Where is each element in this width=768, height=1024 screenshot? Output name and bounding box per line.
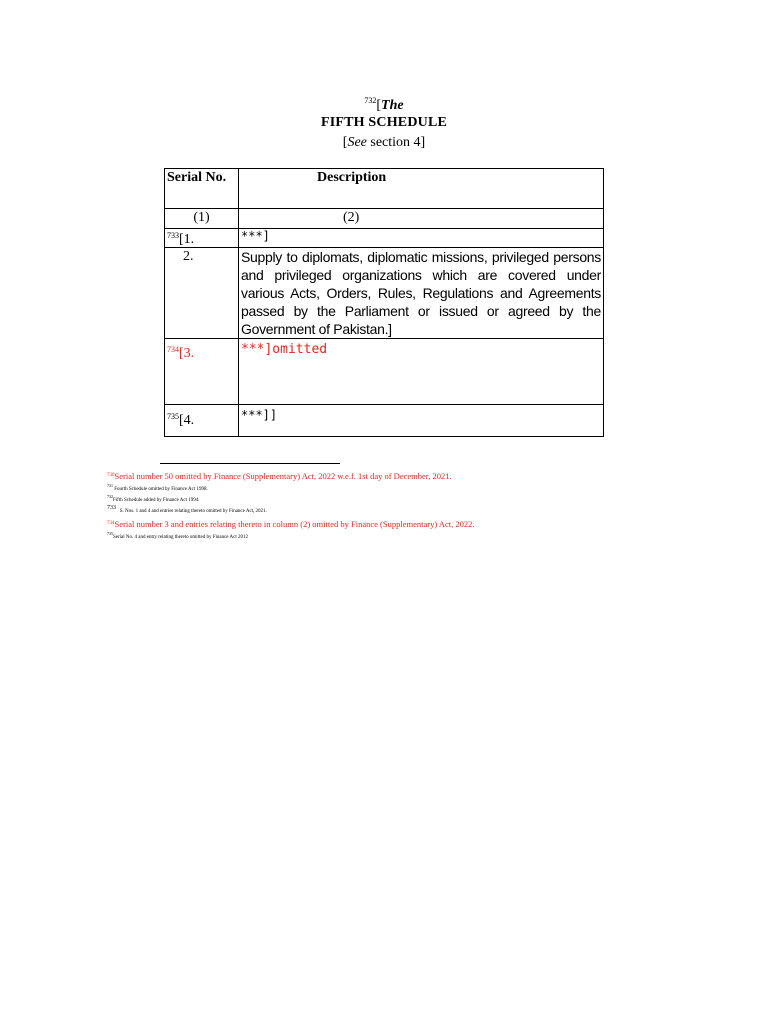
- footnote-ref: 733: [167, 231, 179, 240]
- table-row-serial: 2.: [165, 248, 239, 339]
- footnote-item: $^{730}$Serial number 50 omitted by Finance (Supplementary) Act, 2022 w.e.f. 1st day of December, 2021.: [107, 471, 452, 481]
- col2-header: Description: [239, 169, 604, 209]
- col2-number: (2): [239, 209, 604, 229]
- table-row-desc: ***]: [239, 229, 604, 248]
- footnote-item: $^{735}$Serial No. 4 and entry relating thereto omitted by Finance Act 2012: [107, 531, 248, 540]
- footnote-item: $^{733}$ S. Nos. 1 and 4 and entries relating thereto omitted by Finance Act, 2021.: [107, 505, 267, 514]
- footnote-ref: 732: [364, 96, 377, 105]
- section-reference: [0, 135, 768, 151]
- footnote-separator: [160, 463, 340, 464]
- table-row-serial: $^{735}$[4.: [165, 405, 239, 437]
- table-row-serial: $^{733}$[1.: [165, 229, 239, 248]
- footnotes: [107, 470, 667, 541]
- footnote-item: $^{731}$ Fourth Schedule omitted by Finance Act 1998.: [107, 483, 208, 492]
- table-row-desc: Supply to diplomats, diplomatic missions, privileged persons and privileged organizations which are covered under various Acts, Orders, Rules, Regulations and Agreements passed by the Parliament or issued or agreed by the Government of Pakistan.]: [239, 248, 604, 339]
- bracket: [: [376, 98, 382, 113]
- table-row-serial: $^{734}$[3.: [165, 339, 239, 405]
- schedule-prefix: [0, 96, 768, 114]
- section-text: section 4]: [366, 135, 426, 150]
- see-word: See: [347, 135, 367, 150]
- title-italic: The: [381, 98, 404, 113]
- footnote-item: $^{734}$Serial number 3 and entries relating thereto in column (2) omitted by Finance (Supplementary) Act, 2022.: [107, 519, 475, 529]
- table-row-desc: ***]]: [239, 405, 604, 437]
- bracket-open: [: [342, 135, 348, 150]
- schedule-title: FIFTH SCHEDULE: [320, 115, 448, 130]
- schedule-table: [164, 168, 604, 437]
- col1-header: Serial No.: [165, 169, 239, 209]
- table-row-desc: ***]omitted: [239, 339, 604, 405]
- col1-number: (1): [165, 209, 239, 229]
- footnote-item: $^{732}$Fifth Schedule added by Finance Act 1994.: [107, 494, 200, 503]
- footnote-ref: 734: [167, 345, 179, 354]
- footnote-ref: 735: [167, 412, 179, 421]
